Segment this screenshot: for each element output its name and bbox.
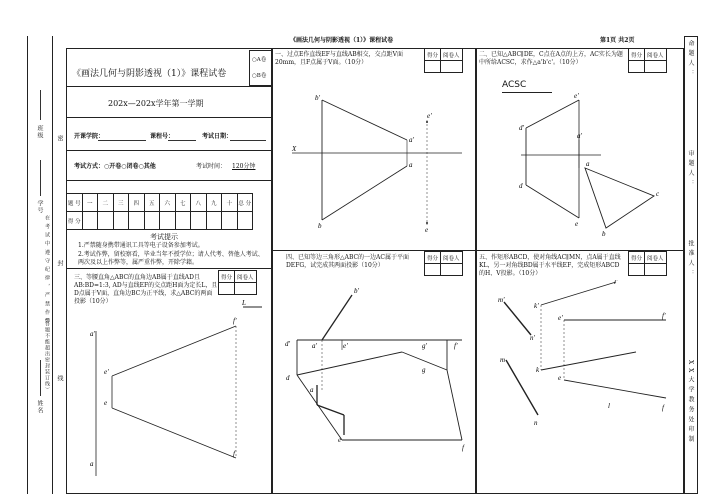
score-entry-cell[interactable] [98,212,114,230]
q5-grade-box [628,251,667,276]
q2-label-a1: a' [577,132,582,140]
q3-label-f1: f' [233,317,237,325]
score-header-cell: 一 [82,194,98,212]
q1-grader-label: 阅卷人 [441,49,463,61]
score-entry-cell[interactable] [160,212,176,230]
q5-grader-label: 阅卷人 [645,252,667,264]
q5-figure [476,280,684,494]
q2-label-d1: d' [519,124,524,132]
paper-type-box [249,50,272,86]
q1-grader-cell[interactable] [441,61,463,73]
q3-label-a1: a' [90,330,95,338]
q5-label-e1: e' [558,314,563,322]
score-entry-cell[interactable] [206,212,222,230]
dept-label: 开课学院： [74,133,105,140]
name-label: 姓名 [36,400,43,414]
q1-score-cell[interactable] [425,61,441,73]
score-header-cell: 十 [222,194,238,212]
q4-label-g: g [422,366,426,374]
student-no-label: 学号 [36,200,43,214]
score-entry-cell[interactable] [175,212,191,230]
q4-label-d1: d' [285,340,290,348]
exam-title-header: 《画法几何与阴影透视（1）》课程试卷 [290,37,394,44]
q5-label-e: e [558,374,562,382]
cover-divider-1 [66,86,272,87]
q5-label-m: m [500,356,506,364]
q3-text: 三、等腰直角△ABC的直角边AB属于直线AD且AB:BD=1:3, AD与直线EF的交点距H面为定长L，且D点属于V面，直角边BC为正平线，求△ABC的两面投影（10分） [74,274,218,306]
q4-label-a: a [310,386,314,394]
q1-score-label: 得分 [425,49,441,61]
paper-a-option[interactable]: ○A卷 [252,57,267,63]
score-entry-cell[interactable] [237,212,253,230]
q3-grader-cell[interactable] [235,283,257,295]
score-entry-cell[interactable] [222,212,238,230]
score-entry-cell[interactable] [144,212,160,230]
q2-text: 二、已知△ABC∥DE，C点在A点的上方，AC实长为题中所给ACSC，求作△a'b'c'。（10分） [479,51,623,67]
class-label: 班级 [36,125,43,139]
q1-grade-box [424,48,463,73]
q3-label-e1: e' [104,368,109,376]
q5-grader-cell[interactable] [645,264,667,276]
course-no-blank[interactable] [168,140,196,141]
q1-label-e1: e' [427,112,432,120]
q4-figure [272,280,476,494]
score-table [66,193,253,230]
exam-time-label: 考试时间： [196,163,227,170]
q4-grade-box [424,251,463,276]
dept-blank[interactable] [98,140,146,141]
reviewer-vertical: 审 题 人 ： [687,150,694,187]
binding-note: 在 考 试 中 遵 守 纪 律 ， 严 禁 作 弊 [44,215,50,325]
q4-grader-cell[interactable] [441,264,463,276]
q3-label-e: e [104,399,108,407]
q1-label-x: X [292,145,297,153]
notice-title: 考试提示 [150,233,178,241]
q1-label-a1: a' [409,136,414,144]
q5-label-k1: k' [534,302,539,310]
binding-line-outer [27,36,28,494]
q2-label-a: a [586,160,590,168]
score-header-label: 题 号 [67,194,83,212]
q5-label-l: l [608,402,610,410]
exam-date-blank[interactable] [230,140,266,141]
score-header-cell: 九 [206,194,222,212]
course-no-label: 课程号： [150,133,175,140]
q2-grader-cell[interactable] [645,61,667,73]
q2-label-e1: e' [574,92,579,100]
q1-text: 一、过点E作直线EF与直线AB相交，交点距V面20mm，且F点属于V面。（10分） [275,51,403,67]
q2-label-e: e [575,220,579,228]
q4-grader-label: 阅卷人 [441,252,463,264]
q3-grader-label: 阅卷人 [235,271,257,283]
q5-label-l1: l' [614,280,618,286]
paper-b-option[interactable]: ○B卷 [252,73,267,79]
cover-divider-5 [66,268,272,269]
notice-2: 2.考试作弊，留校察看，毕业当年不授学位；请人代考、替他人考试、两次及以上作弊等，属严重作弊，开除学籍。 [78,251,264,267]
q1-label-a: a [409,161,413,169]
q2-label-c: c [656,190,660,198]
score-entry-cell[interactable] [82,212,98,230]
q3-label-a: a [90,460,94,468]
q2-grader-label: 阅卷人 [645,49,667,61]
q2-score-cell[interactable] [629,61,645,73]
q5-label-n: n [534,419,538,427]
score-entry-cell[interactable] [113,212,129,230]
score-header-cell: 总 分 [237,194,253,212]
score-entry-cell[interactable] [129,212,145,230]
notice-1: 1.严禁随身携带通讯工具等电子设备参加考试。 [78,242,204,249]
seal-mark: 密 [56,135,63,142]
exam-date-label: 考试日期： [202,133,233,140]
dept-vertical: X X 大 学 教 务 处 印 制 [687,360,694,443]
q1-label-e: e [425,226,429,234]
q3-label-f: f [233,450,235,458]
q5-label-n1: n' [530,334,535,342]
q4-label-g1: g' [422,342,427,350]
q4-label-f: f [462,444,464,452]
semester: 202x—202x学年第一学期 [108,99,204,108]
cover-divider-2 [66,117,272,118]
q4-label-d: d [286,374,290,382]
q5-label-k: k [536,366,540,374]
q4-score-cell[interactable] [425,264,441,276]
q5-text: 五、作矩形ABCD，使对角线AC∥MN，点A属于直线KL，另一对角线BD属于水平线EF，完成矩形ABCD的H、V投影。（10分） [479,254,621,278]
score-entry-cell[interactable] [191,212,207,230]
q2-figure [476,90,684,250]
student-no-blank[interactable] [40,160,41,196]
grader-vertical: 命 题 人 ： [687,40,694,77]
q3-figure [66,296,272,494]
page-indicator: 第1页 共2页 [600,37,635,44]
score-header-cell: 三 [113,194,129,212]
exam-time-value: 120分钟 [232,163,256,170]
class-blank[interactable] [40,90,41,120]
q5-label-f1: f' [662,312,666,320]
score-header-cell: 六 [160,194,176,212]
q4-label-f1: f' [454,342,458,350]
score-header-cell: 五 [144,194,160,212]
q3-label-L: L [242,299,246,307]
seal2-mark: 封 [56,260,63,267]
q1-label-b: b [318,222,322,230]
binding-note-2: （答题不能超出密封装订线） [44,315,50,393]
q5-label-m1: m' [498,296,505,304]
score-header-cell: 四 [129,194,145,212]
q4-label-e1: e' [343,342,348,350]
q4-text: 四、已知等边三角形△ABC的一边AC属于平面DEFG，试完成其两面投影（10分） [286,254,409,270]
q4-score-label: 得分 [425,252,441,264]
q4-label-a1: a' [312,342,317,350]
binding-strip [0,0,66,504]
line-mark: 线 [56,375,63,382]
score-header-cell: 二 [98,194,114,212]
cover-divider-3 [66,150,272,151]
approver-vertical: 批 准 人 ： [687,240,694,277]
cover-divider-4 [66,180,272,181]
score-row-label: 得 分 [67,212,83,230]
q5-label-f: f [662,404,664,412]
q2-grade-box [628,48,667,73]
exam-form[interactable]: 考试方式：○开卷○闭卷○其他 [74,163,156,170]
q2-handwritten-acsc: ACSC [502,80,527,90]
binding-line-inner [52,36,53,494]
cover-title: 《画法几何与阴影透视（1）》课程试卷 [72,69,227,79]
score-header-cell: 八 [191,194,207,212]
score-header-cell: 七 [175,194,191,212]
q5-score-label: 得分 [629,252,645,264]
q3-score-label: 得分 [219,271,235,283]
q2-label-d: d [519,182,523,190]
q2-label-b: b [602,230,606,238]
q4-label-e: e [338,436,342,444]
q3-score-cell[interactable] [219,283,235,295]
name-blank[interactable] [40,360,41,396]
middle-divider [272,250,684,251]
q3-grade-box [218,270,257,295]
q5-score-cell[interactable] [629,264,645,276]
q2-score-label: 得分 [629,49,645,61]
q1-label-b1: b' [315,94,320,102]
q1-figure [272,80,476,250]
q4-label-b1: b' [354,287,359,295]
